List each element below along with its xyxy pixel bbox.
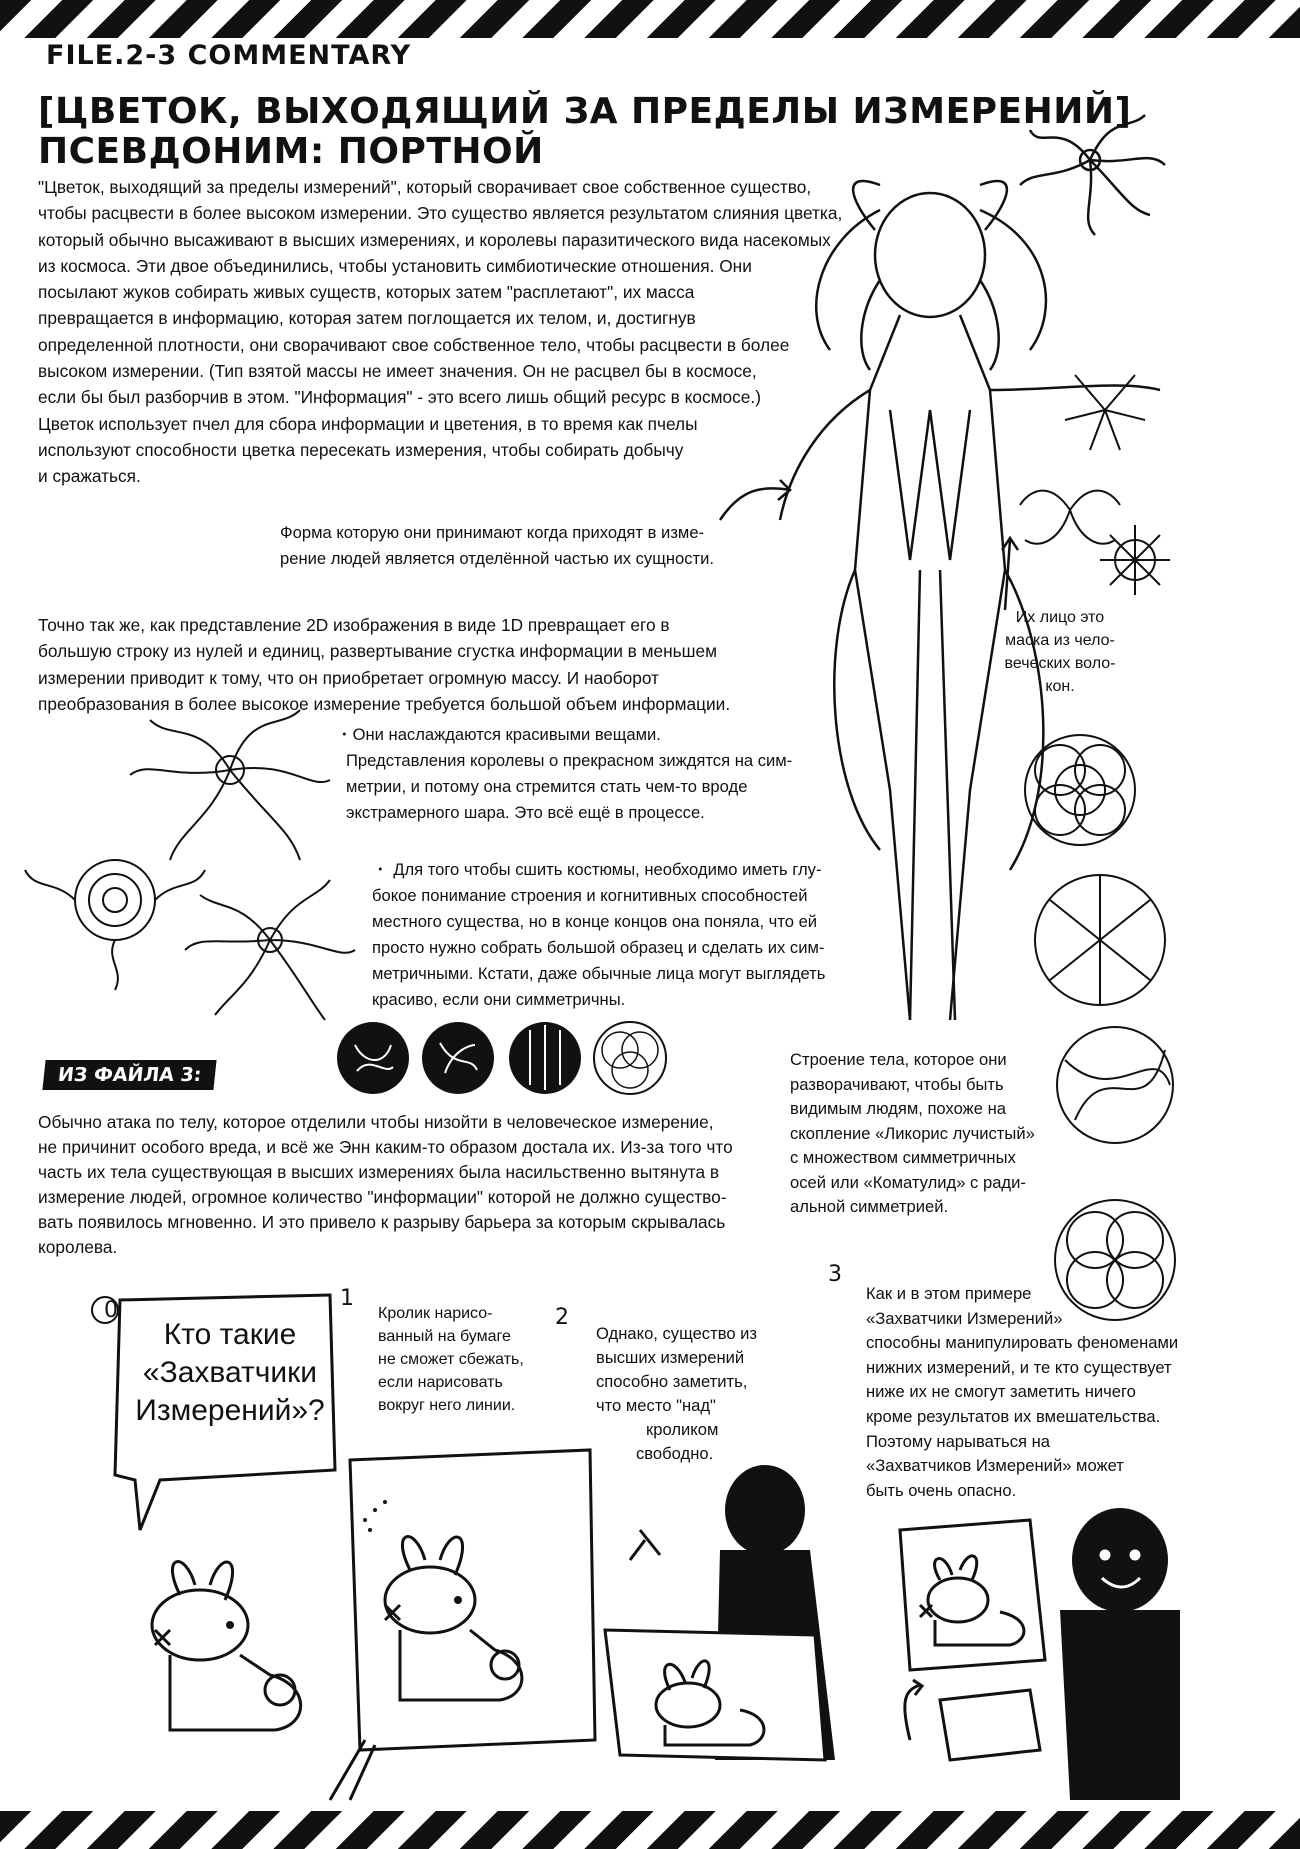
file-header-label: FILE.2-3 COMMENTARY bbox=[46, 40, 412, 71]
text-line: «Захватчиков Измерений» может bbox=[866, 1456, 1124, 1476]
text-line: местного существа, но в конце концов она поняла, что ей bbox=[372, 912, 818, 931]
text-line: кон. bbox=[1045, 678, 1075, 695]
panel-1-caption bbox=[378, 1302, 578, 1417]
panel-2-caption bbox=[596, 1322, 816, 1466]
text-line: «Захватчики Измерений» bbox=[866, 1308, 1063, 1328]
text-line: определенной плотности, они сворачивают свое собственное тело, чтобы расцвести в более bbox=[38, 334, 790, 355]
text-line: «Захватчики bbox=[142, 1356, 318, 1389]
text-line: из космоса. Эти двое объединились, чтобы установить симбиотические отношения. Они bbox=[38, 255, 752, 276]
text-line: преобразования в более высокое измерение требуется большой объем информации. bbox=[38, 693, 731, 714]
text-line: видимым людям, похоже на bbox=[790, 1099, 1006, 1118]
text-line: Точно так же, как представление 2D изображения в виде 1D превращает его в bbox=[38, 615, 670, 635]
text-line: Строение тела, которое они bbox=[790, 1050, 1007, 1069]
text-line: посылают жуков собирать живых существ, которых затем "расплетают", их масса bbox=[38, 282, 695, 303]
form-note bbox=[280, 520, 800, 572]
panel-0-number: 0 bbox=[104, 1298, 118, 1323]
text-line: измерении приводит к тому, что он приобретает огромную массу. И наоборот bbox=[38, 667, 659, 688]
title-line-2: ПСЕВДОНИМ: ПОРТНОЙ bbox=[38, 131, 544, 172]
text-line: просто нужно собрать большой образец и сделать их сим- bbox=[372, 938, 825, 957]
text-line: Представления королевы о прекрасном зиждятся на сим- bbox=[346, 751, 793, 770]
body-structure-note bbox=[790, 1048, 1080, 1220]
header-stripe bbox=[0, 0, 1300, 38]
text-line: нижних измерений, и те кто существует bbox=[866, 1357, 1172, 1377]
text-line: Как и в этом примере bbox=[866, 1284, 1032, 1303]
sphere-stages-illustration bbox=[335, 1015, 685, 1105]
text-line: измерение людей, огромное количество "информации" которой не должно существо- bbox=[38, 1187, 727, 1207]
text-line: не причинит особого вреда, и всё же Энн каким-то образом достала их. Из-за того что bbox=[38, 1137, 733, 1157]
text-line: альной симметрией. bbox=[790, 1197, 949, 1216]
text-line: с множеством симметричных bbox=[790, 1148, 1016, 1167]
text-line: Их лицо это bbox=[1015, 609, 1105, 626]
text-line: часть их тела существующая в высших измерениях была насильственно вытянута в bbox=[38, 1162, 720, 1182]
text-line: ниже их не смогут заметить ничего bbox=[866, 1382, 1136, 1402]
text-line: если бы был разборчив в этом. "Информация" - это всего лишь общий ресурс в космосе.) bbox=[38, 387, 761, 408]
text-line: кроме результатов их вмешательства. bbox=[866, 1406, 1161, 1426]
text-line: метричными. Кстати, даже обычные лица могут выглядеть bbox=[372, 964, 826, 983]
footer-stripe bbox=[0, 1811, 1300, 1849]
title-line-1: [ЦВЕТОК, ВЫХОДЯЩИЙ ЗА ПРЕДЕЛЫ ИЗМЕРЕНИЙ] bbox=[38, 91, 1132, 132]
text-line: чтобы расцвести в более высоком измерении. Это существо является результатом слияния цветка, bbox=[38, 203, 843, 224]
text-line: ванный на бумаге bbox=[378, 1328, 511, 1345]
panel-3-number: 3 bbox=[828, 1262, 842, 1287]
rabbit-illustration bbox=[140, 1555, 320, 1775]
text-line: кроликом bbox=[646, 1420, 719, 1439]
panel-0-question bbox=[120, 1316, 340, 1430]
text-line: и сражаться. bbox=[38, 466, 141, 487]
text-line: Измерений»? bbox=[135, 1394, 325, 1427]
spider-lily-illustration bbox=[40, 700, 370, 1040]
panel-1-framed-rabbit bbox=[340, 1440, 620, 1800]
text-line: свободно. bbox=[636, 1444, 714, 1463]
text-line: превращается в информацию, которая затем поглощается их телом, и, достигнув bbox=[38, 308, 696, 329]
text-line: Кролик нарисо- bbox=[378, 1305, 493, 1322]
text-line: "Цветок, выходящий за пределы измерений", который сворачивает свое собственное существо, bbox=[38, 177, 812, 197]
text-line: королева. bbox=[38, 1237, 118, 1257]
text-line: веческих воло- bbox=[1004, 655, 1116, 672]
text-line: быть очень опасно. bbox=[866, 1480, 1017, 1500]
text-line: бокое понимание строения и когнитивных способностей bbox=[372, 886, 808, 905]
text-line: Кто такие bbox=[163, 1318, 297, 1351]
text-line: скопление «Ликорис лучистый» bbox=[790, 1123, 1035, 1143]
text-line: экстрамерного шара. Это всё ещё в процессе. bbox=[346, 803, 705, 822]
text-line: маска из чело- bbox=[1005, 632, 1115, 649]
panel-2-shadow-figure-with-paper bbox=[600, 1460, 900, 1790]
intro-paragraph bbox=[38, 174, 878, 490]
text-line: большую строку из нулей и единиц, развертывание сгустка информации в меньшем bbox=[38, 641, 718, 662]
text-line: Однако, существо из bbox=[596, 1324, 758, 1343]
text-line: ・ Для того чтобы сшить костюмы, необходимо иметь глу- bbox=[372, 860, 822, 879]
text-line: метрии, и потому она стремится стать чем-то вроде bbox=[346, 777, 748, 796]
text-line: красиво, если они симметричны. bbox=[372, 990, 626, 1009]
text-line: вать появилось мгновенно. И это привело к разрыву барьера за которым скрывалась bbox=[38, 1212, 726, 1232]
text-line: осей или «Коматулид» с ради- bbox=[790, 1172, 1026, 1192]
text-line: не сможет сбежать, bbox=[378, 1351, 524, 1368]
panel-3-caption bbox=[866, 1282, 1246, 1503]
text-line: Цветок использует пчел для сбора информации и цветения, в то время как пчелы bbox=[38, 413, 698, 434]
text-line: используют способности цветка пересекать измерения, чтобы собирать добычу bbox=[38, 439, 684, 460]
text-line: если нарисовать bbox=[378, 1374, 503, 1391]
tailor-figure-illustration bbox=[760, 90, 1180, 1050]
text-line: высших измерений bbox=[596, 1348, 745, 1367]
panel-1-number: 1 bbox=[340, 1286, 354, 1311]
panel-2-number: 2 bbox=[555, 1305, 569, 1330]
text-line: Форма которую они принимают когда приходят в изме- bbox=[280, 523, 705, 542]
text-line: разворачивают, чтобы быть bbox=[790, 1074, 1004, 1094]
text-line: ・Они наслаждаются красивыми вещами. bbox=[336, 725, 661, 744]
file3-paragraph bbox=[38, 1110, 798, 1260]
text-line: рение людей является отделённой частью их сущности. bbox=[280, 549, 715, 568]
panel-3-figure-lifting-rabbit bbox=[880, 1500, 1200, 1800]
text-line: Поэтому нарываться на bbox=[866, 1431, 1050, 1451]
text-line: который обычно высаживают в высших измерениях, и королевы паразитического вида насекомых bbox=[38, 229, 831, 250]
file3-label: ИЗ ФАЙЛА 3: bbox=[42, 1060, 217, 1090]
text-line: что место "над" bbox=[596, 1396, 716, 1415]
text-line: высоком измерении. (Тип взятой массы не имеет значения. Он не расцвел бы в космосе, bbox=[38, 361, 757, 382]
text-line: вокруг него линии. bbox=[378, 1397, 516, 1414]
text-line: способно заметить, bbox=[596, 1372, 748, 1391]
text-line: Обычно атака по телу, которое отделили чтобы низойти в человеческое измерение, bbox=[38, 1112, 714, 1132]
text-line: способны манипулировать феноменами bbox=[866, 1333, 1179, 1353]
